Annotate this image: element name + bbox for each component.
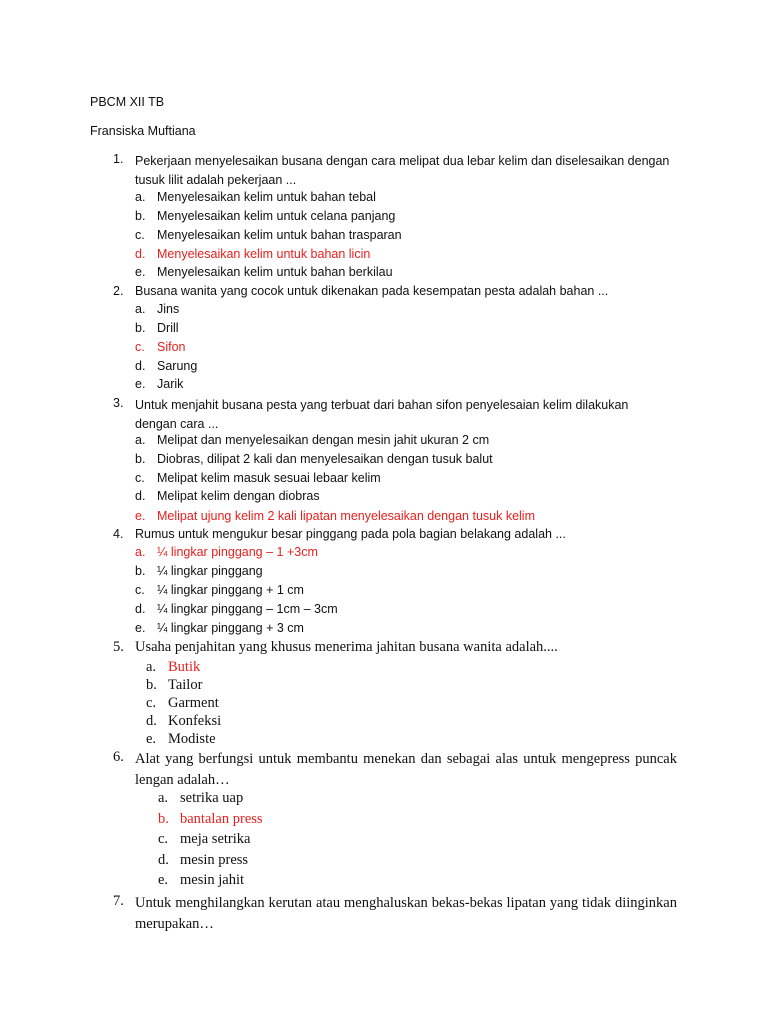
question-number: 6. — [113, 749, 124, 765]
option-b: b. ¼ lingkar pinggang — [135, 564, 263, 578]
option-a: a. Butik — [146, 659, 201, 675]
option-b: b. Drill — [135, 321, 179, 335]
class-name: PBCM XII TB — [90, 95, 165, 109]
question-text: Untuk menjahit busana pesta yang terbuat dari bahan sifon penyelesaian kelim dilakukan dengan cara ... — [135, 398, 629, 431]
student-name: Fransiska Muftiana — [90, 124, 196, 138]
option-a: a. Menyelesaikan kelim untuk bahan tebal — [135, 190, 376, 204]
option-b: b. Tailor — [146, 677, 203, 693]
option-d: d. Melipat kelim dengan diobras — [135, 489, 320, 503]
option-e: e. ¼ lingkar pinggang + 3 cm — [135, 621, 304, 635]
option-c: c. ¼ lingkar pinggang + 1 cm — [135, 583, 304, 597]
option-c-answer: c. Sifon — [135, 340, 186, 354]
question-text: Rumus untuk mengukur besar pinggang pada pola bagian belakang adalah ... — [135, 527, 566, 541]
question-number: 5. — [113, 639, 124, 655]
question-number: 4. — [113, 527, 124, 541]
question-number: 7. — [113, 893, 124, 909]
question-text: Busana wanita yang cocok untuk dikenakan pada kesempatan pesta adalah bahan ... — [135, 284, 609, 298]
option-c: c. Menyelesaikan kelim untuk bahan trasparan — [135, 228, 402, 242]
option-e: e. Modiste — [146, 731, 216, 747]
option-b: b. Menyelesaikan kelim untuk celana panjang — [135, 209, 396, 223]
option-b: b. Diobras, dilipat 2 kali dan menyelesaikan dengan tusuk balut — [135, 452, 493, 466]
option-a: a. setrika uap — [158, 790, 244, 806]
option-d: d. Sarung — [135, 359, 198, 373]
option-d: d. ¼ lingkar pinggang – 1cm – 3cm — [135, 602, 338, 616]
question-number: 3. — [113, 396, 124, 410]
option-d-answer: d. Menyelesaikan kelim untuk bahan licin — [135, 247, 371, 261]
option-e: e. Jarik — [135, 377, 184, 391]
question-text: Pekerjaan menyelesaikan busana dengan cara melipat dua lebar kelim dan diselesaikan dengan tusuk lilit adalah pekerjaan ... — [135, 154, 670, 187]
option-a: a. Melipat dan menyelesaikan dengan mesin jahit ukuran 2 cm — [135, 433, 490, 447]
option-e-answer: e. Melipat ujung kelim 2 kali lipatan menyelesaikan dengan tusuk kelim — [135, 509, 535, 523]
question-text: Untuk menghilangkan kerutan atau menghaluskan bekas-bekas lipatan yang tidak diinginkan merupakan… — [135, 895, 677, 932]
option-e: e. mesin jahit — [158, 872, 245, 888]
question-number: 1. — [113, 152, 124, 166]
option-e: e. Menyelesaikan kelim untuk bahan berkilau — [135, 265, 393, 279]
option-a-answer: a. ¼ lingkar pinggang – 1 +3cm — [135, 545, 318, 559]
option-d: d. mesin press — [158, 852, 249, 868]
option-b-answer: b. bantalan press — [158, 811, 263, 827]
option-c: c. Melipat kelim masuk sesuai lebaar kelim — [135, 471, 381, 485]
option-c: c. Garment — [146, 695, 219, 711]
option-a: a. Jins — [135, 302, 180, 316]
question-text: Alat yang berfungsi untuk membantu menekan dan sebagai alas untuk mengepress puncak lengan adalah… — [135, 751, 677, 788]
question-text: Usaha penjahitan yang khusus menerima jahitan busana wanita adalah.... — [135, 639, 558, 655]
option-d: d. Konfeksi — [146, 713, 222, 729]
question-number: 2. — [113, 284, 124, 298]
option-c: c. meja setrika — [158, 831, 251, 847]
